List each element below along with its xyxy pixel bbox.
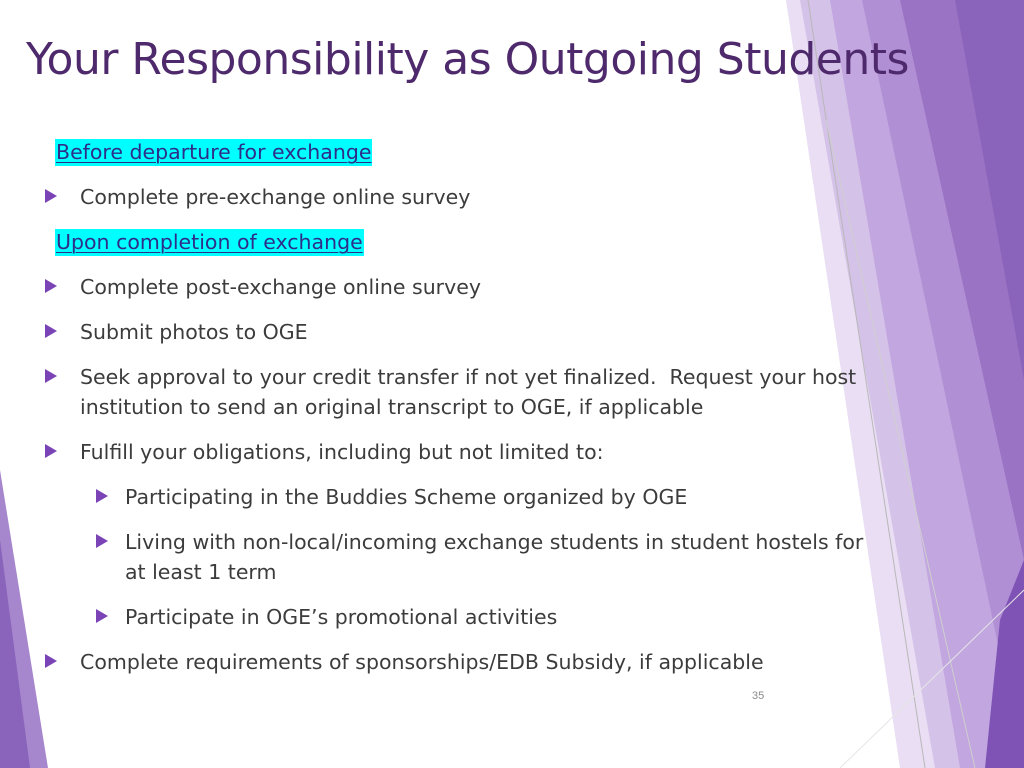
bullet-credit-transfer: [80, 362, 960, 422]
bullet-sponsorship-requirements: Complete requirements of sponsorships/EDB Subsidy, if applicable: [80, 650, 764, 674]
bullet-arrow-icon: [45, 189, 57, 203]
sub-bullet-arrow-icon: [96, 609, 108, 623]
sub-bullet-buddies-scheme: Participating in the Buddies Scheme organized by OGE: [125, 485, 688, 509]
sub-bullet-arrow-icon: [96, 489, 108, 503]
bullet-submit-photos: Submit photos to OGE: [80, 320, 308, 344]
sub-bullet-student-hostels-line-1: Living with non-local/incoming exchange students in student hostels for: [125, 530, 864, 554]
bullet-arrow-icon: [45, 279, 57, 293]
bullet-arrow-icon: [45, 654, 57, 668]
sub-bullet-student-hostels: [125, 527, 965, 587]
section-heading-upon-completion-label: Upon completion of exchange: [56, 230, 363, 254]
bullet-arrow-icon: [45, 369, 57, 383]
sub-bullet-promotional-activities: Participate in OGE’s promotional activities: [125, 605, 558, 629]
slide-title: Your Responsibility as Outgoing Students: [26, 34, 909, 85]
bullet-arrow-icon: [45, 324, 57, 338]
bullet-arrow-icon: [45, 444, 57, 458]
sub-bullet-arrow-icon: [96, 534, 108, 548]
bullet-credit-transfer-line-2: institution to send an original transcript to OGE, if applicable: [80, 395, 704, 419]
section-heading-upon-completion: [55, 227, 364, 257]
bullet-credit-transfer-line-1: Seek approval to your credit transfer if not yet finalized. Request your host: [80, 365, 857, 389]
section-heading-before-departure-label: Before departure for exchange: [56, 140, 372, 164]
bullet-post-exchange-survey: Complete post-exchange online survey: [80, 275, 481, 299]
sub-bullet-student-hostels-line-2: at least 1 term: [125, 560, 277, 584]
section-heading-before-departure: [55, 137, 372, 167]
bullet-pre-exchange-survey: Complete pre-exchange online survey: [80, 185, 471, 209]
bullet-fulfill-obligations: Fulfill your obligations, including but not limited to:: [80, 440, 604, 464]
page-number: 35: [752, 690, 765, 702]
